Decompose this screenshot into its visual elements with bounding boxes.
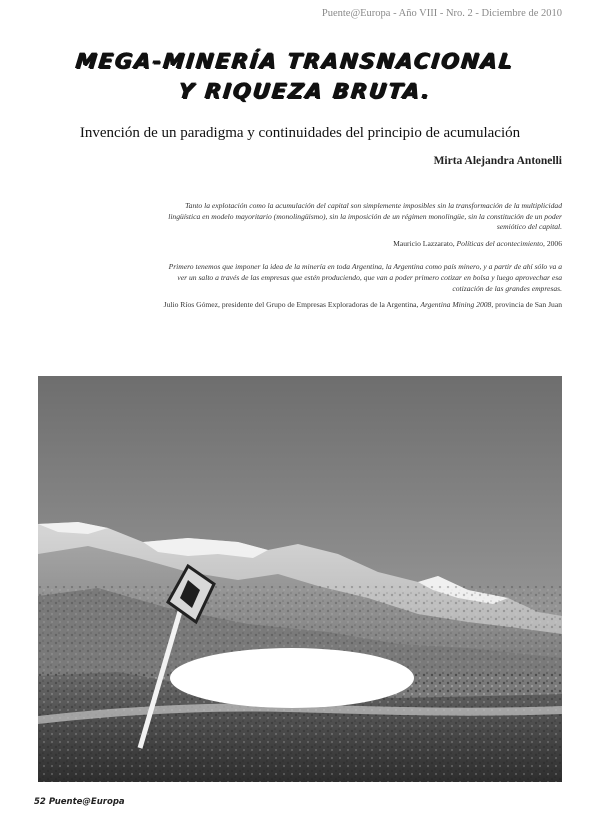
blank-ellipse bbox=[170, 648, 414, 708]
epigraph-quote-1: Tanto la explotación como la acumulación del capital son simplemente imposibles sin la transformación de la multiplicidad lingüística en modelo mayoritario (monolingüismo), sin la imposición de un régimen monolingüe, sin la constitución de un poder semiótico del capital. bbox=[168, 201, 562, 232]
running-head: Puente@Europa - Año VIII - Nro. 2 - Diciembre de 2010 bbox=[321, 8, 562, 19]
epigraph-attribution-1 bbox=[162, 239, 562, 250]
epigraphs bbox=[162, 201, 562, 311]
footer-mark bbox=[34, 797, 125, 807]
attribution-author-2: Julio Ríos Gómez, presidente del Grupo de Empresas Exploradoras de la Argentina, bbox=[163, 300, 421, 310]
attribution-author-1: Mauricio Lazzarato, bbox=[393, 238, 457, 248]
mountain-photo bbox=[38, 376, 562, 782]
title-line-2: Y RIQUEZA BRUTA. bbox=[177, 79, 433, 103]
attribution-work-2: Argentina Mining 2008 bbox=[420, 300, 492, 310]
page-number: 52 bbox=[34, 797, 46, 807]
footer-logo: Puente@Europa bbox=[48, 797, 125, 807]
attribution-place-2: , provincia de San Juan bbox=[491, 300, 562, 310]
epigraph-quote-2: Primero tenemos que imponer la idea de la minería en toda Argentina, la Argentina como país minero, y a partir de ahí sólo va a ver un salto a través de las empresas que estén produciendo, que van a poder primero cotizar en bolsa y luego aprovechar esa cotización de las grandes empresas. bbox=[168, 262, 562, 293]
article-subtitle: Invención de un paradigma y continuidades del principio de acumulación bbox=[79, 125, 521, 141]
attribution-date-1: , 2006 bbox=[543, 238, 562, 248]
title-line-1: MEGA-MINERÍA TRANSNACIONAL bbox=[74, 49, 516, 73]
author-name: Mirta Alejandra Antonelli bbox=[433, 155, 562, 167]
attribution-work-1: Políticas del acontecimiento bbox=[456, 238, 544, 248]
epigraph-attribution-2 bbox=[162, 300, 562, 311]
article-title bbox=[0, 46, 600, 106]
